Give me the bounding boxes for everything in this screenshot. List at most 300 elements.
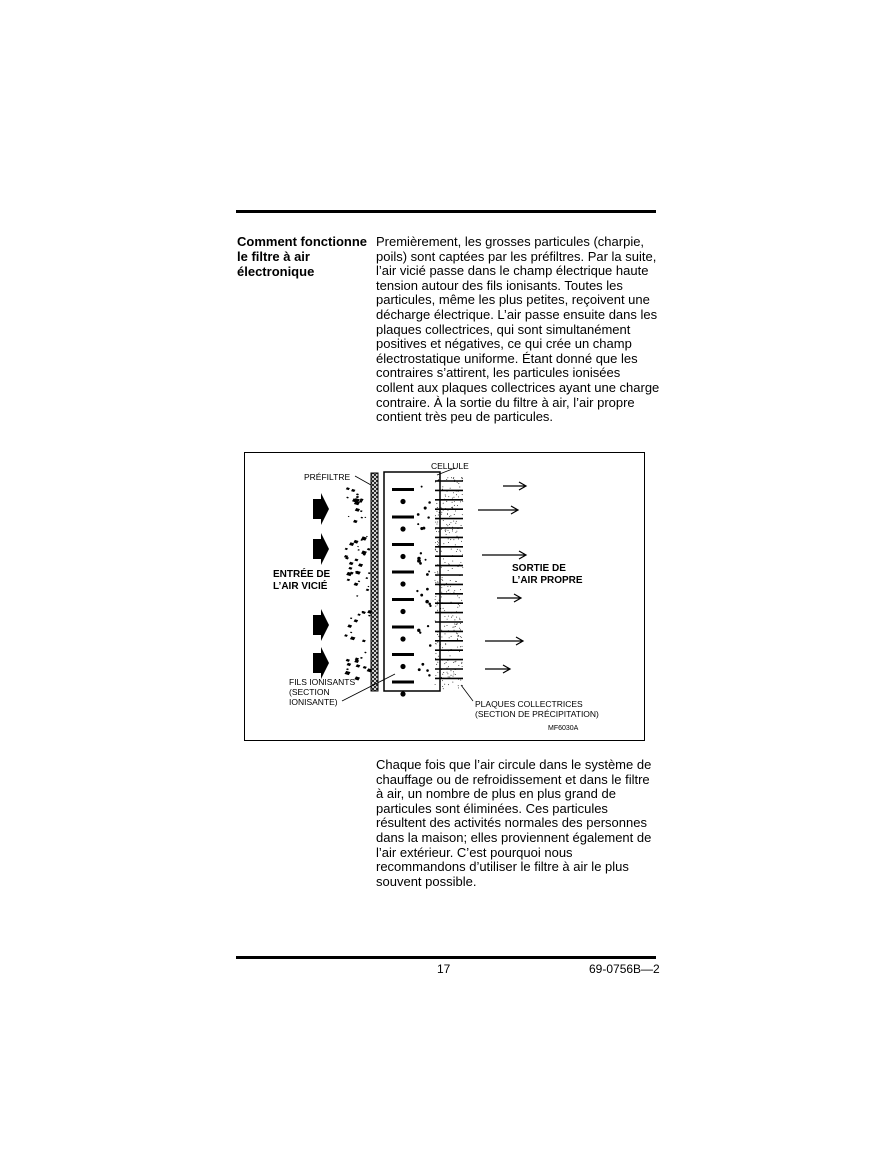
collected-dust: [435, 684, 436, 685]
collected-dust: [445, 644, 446, 645]
collected-dust: [447, 625, 448, 626]
dirty-particle: [354, 659, 359, 663]
collected-dust: [458, 539, 459, 540]
collected-dust: [457, 647, 458, 648]
collected-dust: [448, 563, 449, 564]
collected-dust: [453, 521, 454, 522]
dirty-particle: [350, 636, 356, 640]
collected-dust: [449, 516, 450, 517]
ionized-particle: [419, 562, 422, 565]
collected-dust: [444, 626, 445, 627]
collected-dust: [452, 531, 453, 532]
outflow-label-1: SORTIE DE: [512, 563, 566, 574]
collected-dust: [454, 603, 455, 604]
collected-dust: [449, 564, 450, 565]
collected-dust: [441, 592, 442, 593]
collected-dust: [458, 665, 459, 666]
collected-dust: [442, 508, 443, 509]
collected-dust: [438, 656, 439, 657]
collected-dust: [451, 640, 452, 641]
collected-dust: [439, 645, 440, 646]
dirty-particle: [368, 572, 371, 574]
collected-dust: [456, 581, 457, 582]
filter-diagram: [244, 452, 645, 741]
dirty-particle: [361, 517, 364, 519]
collected-dust: [447, 477, 448, 478]
collected-dust: [439, 477, 440, 478]
collected-dust: [457, 639, 458, 640]
ionizing-bar: [392, 516, 414, 519]
collected-dust: [441, 529, 442, 530]
collected-dust: [451, 649, 452, 650]
collected-dust: [445, 562, 446, 563]
collected-dust: [456, 617, 457, 618]
collected-dust: [460, 680, 461, 681]
figure-code: MF6030A: [548, 725, 579, 732]
collected-dust: [438, 650, 439, 651]
collected-dust: [452, 682, 453, 683]
ionized-particle: [417, 523, 419, 525]
collected-dust: [450, 539, 451, 540]
collected-dust: [435, 620, 436, 621]
collected-dust: [450, 580, 451, 581]
collected-dust: [436, 643, 437, 644]
ionizing-bar: [392, 598, 414, 601]
dirty-particle: [354, 676, 360, 680]
collected-dust: [436, 551, 437, 552]
ionized-particle: [429, 605, 431, 607]
collected-dust: [453, 671, 454, 672]
collected-dust: [461, 477, 462, 478]
dirty-particle: [364, 517, 366, 518]
ionized-particle: [424, 506, 427, 509]
ionizing-wire: [400, 636, 405, 641]
collected-dust: [457, 536, 458, 537]
collected-dust: [450, 586, 451, 587]
collected-dust: [457, 482, 458, 483]
collected-dust: [440, 644, 441, 645]
collected-dust: [437, 634, 438, 635]
collected-dust: [443, 672, 444, 673]
collected-dust: [435, 522, 436, 523]
collected-dust: [435, 653, 436, 654]
dirty-particle: [347, 579, 351, 582]
ionizing-bar: [392, 653, 414, 656]
ionizing-bar: [392, 543, 414, 546]
collected-dust: [437, 564, 438, 565]
dirty-particle: [356, 664, 361, 667]
collected-dust: [461, 541, 462, 542]
ionized-particle: [422, 527, 425, 530]
dirty-particle: [351, 489, 355, 492]
collected-dust: [459, 584, 460, 585]
collected-dust: [458, 604, 459, 605]
collected-dust: [450, 593, 451, 594]
collected-dust: [451, 636, 452, 637]
dirty-particle: [344, 671, 350, 675]
collected-dust: [455, 523, 456, 524]
collected-dust: [458, 528, 459, 529]
collected-dust: [462, 478, 463, 479]
collected-dust: [462, 666, 463, 667]
collected-dust: [448, 496, 449, 497]
collected-dust: [458, 687, 459, 688]
collected-dust: [453, 627, 454, 628]
ionizing-wire: [400, 526, 405, 531]
collected-dust: [448, 542, 449, 543]
collected-dust: [456, 611, 457, 612]
collected-dust: [462, 574, 463, 575]
collected-dust: [448, 684, 449, 685]
collected-dust: [460, 562, 461, 563]
collected-dust: [441, 596, 442, 597]
collected-dust: [459, 564, 460, 565]
collected-dust: [455, 532, 456, 533]
top-rule: [236, 210, 656, 213]
collected-dust: [436, 531, 437, 532]
collected-dust: [462, 494, 463, 495]
collected-dust: [435, 599, 436, 600]
dirty-particle: [346, 659, 350, 662]
collected-dust: [444, 585, 445, 586]
dirty-particle: [348, 567, 352, 570]
collected-dust: [458, 566, 459, 567]
collected-dust: [447, 586, 448, 587]
collected-dust: [439, 640, 440, 641]
collected-dust: [454, 505, 455, 506]
collected-dust: [453, 497, 454, 498]
collected-dust: [454, 619, 455, 620]
ionized-particle: [416, 590, 418, 592]
collected-dust: [438, 540, 439, 541]
ionized-particle: [417, 629, 420, 632]
collected-dust: [435, 529, 436, 530]
collected-dust: [457, 505, 458, 506]
collected-dust: [443, 608, 444, 609]
collected-dust: [454, 501, 455, 502]
collected-dust: [445, 531, 446, 532]
collected-dust: [454, 481, 455, 482]
collected-dust: [462, 567, 463, 568]
collected-dust: [456, 494, 457, 495]
collected-dust: [438, 515, 439, 516]
collected-dust: [436, 664, 437, 665]
dirty-particle: [354, 583, 359, 586]
dirty-particle: [357, 549, 359, 551]
collected-dust: [454, 630, 455, 631]
collected-dust: [460, 646, 461, 647]
collected-dust: [451, 617, 452, 618]
ionized-particle: [427, 625, 429, 627]
dirty-particle: [356, 496, 359, 498]
collected-dust: [441, 587, 442, 588]
collected-dust: [448, 650, 449, 651]
collected-dust: [458, 496, 459, 497]
collected-dust: [456, 521, 457, 522]
collected-dust: [444, 610, 445, 611]
collected-dust: [462, 514, 463, 515]
collected-dust: [457, 623, 458, 624]
collected-dust: [439, 600, 440, 601]
dirty-particles: [344, 487, 373, 680]
dirty-particle: [360, 657, 363, 659]
collected-dust: [456, 624, 457, 625]
dirty-particle: [366, 536, 368, 537]
dirty-particle: [360, 510, 363, 512]
collected-dust: [461, 637, 462, 638]
collected-dust: [453, 492, 454, 493]
dirty-particle: [368, 615, 370, 617]
collected-dust: [457, 549, 458, 550]
ionizing-label-3: IONISANTE): [289, 697, 338, 707]
collected-dust: [461, 499, 462, 500]
collected-dust: [452, 561, 453, 562]
collected-dust: [448, 590, 449, 591]
collected-dust: [448, 538, 449, 539]
collected-dust: [436, 503, 437, 504]
collected-dust: [437, 522, 438, 523]
collected-dust: [443, 650, 444, 651]
collected-dust: [450, 515, 451, 516]
collected-dust: [435, 580, 436, 581]
collected-dust: [438, 490, 439, 491]
collected-dust: [448, 616, 449, 617]
collected-dust: [458, 685, 459, 686]
ionized-particle: [426, 669, 429, 672]
ionized-particle: [418, 668, 421, 671]
collected-dust: [443, 520, 444, 521]
collected-dust: [438, 546, 439, 547]
collected-dust: [462, 554, 463, 555]
collected-dust: [448, 530, 449, 531]
dirty-particle: [363, 666, 367, 669]
dirty-particle: [346, 497, 349, 499]
collected-dust: [449, 668, 450, 669]
collected-dust: [447, 619, 448, 620]
ionizing-bar: [392, 488, 414, 491]
ionizing-label-2: (SECTION: [289, 687, 330, 697]
section-heading: Comment fonctionne le filtre à air électronique: [237, 234, 367, 279]
collected-dust: [445, 508, 446, 509]
collected-dust: [437, 602, 438, 603]
dirty-particle: [362, 639, 366, 642]
collected-dust: [446, 583, 447, 584]
collected-dust: [445, 529, 446, 530]
collected-dust: [453, 478, 454, 479]
collected-dust: [435, 675, 436, 676]
ionized-particle: [425, 600, 429, 604]
collected-dust: [447, 668, 448, 669]
collected-dust: [457, 595, 458, 596]
ionized-particle: [428, 570, 430, 572]
collected-dust: [438, 542, 439, 543]
ionized-particle: [420, 594, 423, 597]
bottom-rule: [236, 956, 656, 959]
collected-dust: [445, 496, 446, 497]
collected-dust: [437, 581, 438, 582]
collected-dust: [461, 663, 462, 664]
collected-dust: [450, 655, 451, 656]
collected-dust: [446, 534, 447, 535]
collector-label-1: PLAQUES COLLECTRICES: [475, 699, 583, 709]
dirty-particle: [350, 632, 352, 634]
dirty-particle: [350, 617, 352, 619]
dirty-particle: [353, 540, 358, 544]
collected-dust: [443, 558, 444, 559]
ionizing-wire: [400, 554, 405, 559]
collected-dust: [459, 618, 460, 619]
collected-dust: [442, 489, 443, 490]
collected-dust: [461, 525, 462, 526]
intro-paragraph: Premièrement, les grosses particules (charpie, poils) sont captées par les préfiltres. Par la suite, l’air vicié passe dans le champ électrique haute tension autour des fils ionisants. Toutes les particules, même les plus petites, reçoivent une décharge électrique. L’air passe ensuite dans les plaques collectrices, qui sont simultanément positives et négatives, ce qui crée un champ électrostatique uniforme. Étant donné que les contraires s’attirent, les particules ionisées collent aux plaques collectrices ayant une charge contraire. À la sortie du filtre à air, l’air propre contient très peu de particules.: [376, 234, 660, 425]
dirty-particle: [354, 558, 358, 561]
dirty-particle: [366, 589, 370, 592]
collected-dust: [457, 565, 458, 566]
ionizing-wire: [400, 609, 405, 614]
collected-dust: [435, 549, 436, 550]
collected-dust: [441, 579, 442, 580]
collected-dust: [443, 503, 444, 504]
collected-dust: [445, 633, 446, 634]
collected-dust: [456, 491, 457, 492]
collected-dust: [457, 638, 458, 639]
collected-dust: [437, 610, 438, 611]
collected-dust: [458, 483, 459, 484]
collected-dust: [441, 514, 442, 515]
collected-dust: [442, 660, 443, 661]
collected-dust: [435, 572, 436, 573]
collected-dust: [443, 510, 444, 511]
dirty-particle: [348, 516, 350, 517]
collected-dust: [441, 677, 442, 678]
collected-dust: [447, 672, 448, 673]
collected-dust: [439, 516, 440, 517]
collected-dust: [437, 507, 438, 508]
collected-dust: [435, 481, 436, 482]
collected-dust: [441, 507, 442, 508]
collected-dust: [446, 662, 447, 663]
collected-dust: [455, 581, 456, 582]
dirty-particle: [357, 546, 359, 547]
collected-dust: [452, 527, 453, 528]
collected-dust: [455, 669, 456, 670]
collected-dust: [435, 606, 436, 607]
collected-dust: [456, 633, 457, 634]
dirty-particle: [356, 493, 359, 495]
collected-dust: [442, 602, 443, 603]
collected-dust: [438, 636, 439, 637]
collected-dust: [441, 678, 442, 679]
collected-dust: [439, 512, 440, 513]
collected-dust: [458, 636, 459, 637]
collected-dust: [454, 674, 455, 675]
dirty-particle: [364, 652, 366, 654]
collected-dust: [460, 623, 461, 624]
collected-dust: [437, 573, 438, 574]
dirty-particle: [361, 551, 367, 555]
collected-dust: [447, 525, 448, 526]
collected-dust: [455, 626, 456, 627]
dirty-particle: [349, 562, 354, 565]
ionized-particle: [421, 663, 424, 666]
dirty-particle: [356, 595, 358, 597]
collected-dust: [448, 666, 449, 667]
collected-dust: [451, 549, 452, 550]
collected-dust: [449, 524, 450, 525]
collected-dust: [456, 551, 457, 552]
prefilter-strip: [371, 473, 378, 691]
collected-dust: [458, 679, 459, 680]
collected-dust: [455, 661, 456, 662]
collected-dust: [455, 674, 456, 675]
collected-dust: [449, 532, 450, 533]
collected-dust: [440, 547, 441, 548]
collected-dust: [447, 491, 448, 492]
collected-dust: [437, 551, 438, 552]
collected-dust: [457, 607, 458, 608]
collected-dust: [446, 501, 447, 502]
collector-label-2: (SECTION DE PRÉCIPITATION): [475, 709, 599, 719]
collected-dust: [454, 480, 455, 481]
collected-dust: [439, 585, 440, 586]
collected-dust: [453, 662, 454, 663]
collected-dust: [455, 544, 456, 545]
closing-paragraph: Chaque fois que l’air circule dans le système de chauffage ou de refroidissement et dans le filtre à air, un nombre de plus en plus grand de particules sont éliminées. Ces particules résultent des activités normales des personnes dans la maison; elles proviennent également de l’air extérieur. C’est pourquoi nous recommandons d’utiliser le filtre à air le plus souvent possible.: [376, 757, 652, 889]
collected-dust: [462, 501, 463, 502]
ionized-particle: [417, 557, 420, 560]
collected-dust: [454, 626, 455, 627]
collected-dust: [440, 631, 441, 632]
collected-dust: [447, 673, 448, 674]
collected-dust: [443, 678, 444, 679]
collected-dust: [452, 502, 453, 503]
collected-dust: [439, 546, 440, 547]
collected-dust: [439, 603, 440, 604]
collected-dust: [452, 615, 453, 616]
collected-dust: [444, 480, 445, 481]
collected-dust: [437, 672, 438, 673]
collected-dust: [437, 544, 438, 545]
collected-dust: [446, 591, 447, 592]
collected-dust: [454, 590, 455, 591]
collected-dust: [451, 670, 452, 671]
collected-dust: [447, 593, 448, 594]
collected-dust: [454, 624, 455, 625]
collected-dust: [462, 480, 463, 481]
collected-dust: [437, 604, 438, 605]
dirty-particle: [355, 508, 360, 512]
collected-dust: [454, 514, 455, 515]
collected-dust: [453, 477, 454, 478]
collected-dust: [442, 486, 443, 487]
ionizing-label-1: FILS IONISANTS: [289, 677, 356, 687]
ionizing-bar: [392, 681, 414, 684]
ionizing-wire: [400, 691, 405, 696]
dirty-particle: [354, 619, 359, 622]
page-number: 17: [437, 962, 451, 976]
ionizing-wire: [400, 664, 405, 669]
ionized-particle: [420, 552, 422, 554]
collected-dust: [460, 636, 461, 637]
collected-dust: [452, 529, 453, 530]
collected-dust: [453, 592, 454, 593]
collected-dust: [452, 507, 453, 508]
collected-dust: [452, 490, 453, 491]
collected-dust: [448, 630, 449, 631]
collected-dust: [460, 629, 461, 630]
collected-dust: [448, 570, 449, 571]
collected-dust: [455, 511, 456, 512]
